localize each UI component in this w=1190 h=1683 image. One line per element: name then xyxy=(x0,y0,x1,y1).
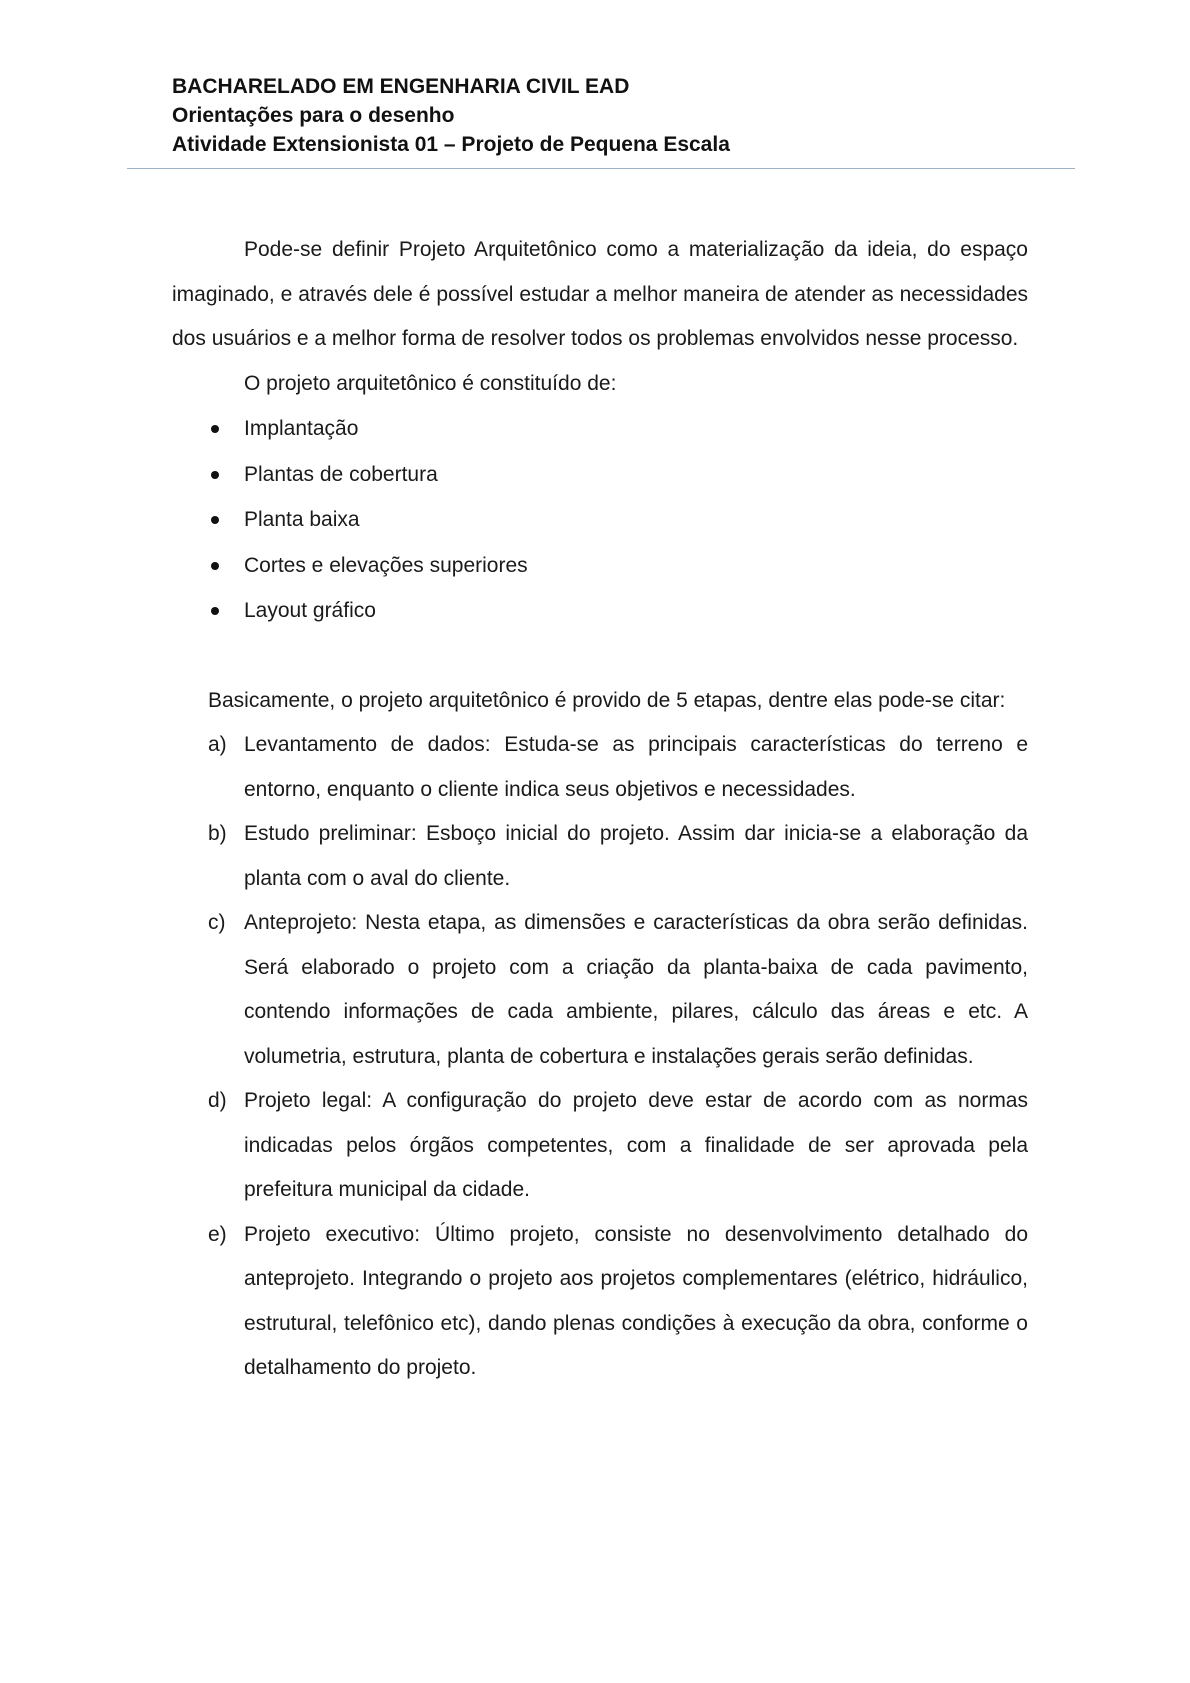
constituted-intro: O projeto arquitetônico é constituído de: xyxy=(244,371,617,395)
stage-item xyxy=(172,1079,1028,1213)
list-item xyxy=(172,497,1028,543)
list-item-text: Implantação xyxy=(244,417,359,440)
bullet-icon xyxy=(211,471,219,479)
list-item xyxy=(172,543,1028,589)
list-item xyxy=(172,406,1028,452)
header-divider xyxy=(127,168,1075,169)
stage-text: Projeto executivo: Último projeto, consiste no desenvolvimento detalhado do anteprojeto. Integrando o projeto aos projetos complementares (elétrico, hidráulico, estrutural, telefônico etc), dando plenas condições à execução da obra, conforme o detalhamento do projeto. xyxy=(244,1222,1028,1380)
bullet-icon xyxy=(211,562,219,570)
list-item-text: Layout gráfico xyxy=(244,599,376,623)
list-item-text: Planta baixa xyxy=(244,508,360,532)
stage-letter: c) xyxy=(208,911,226,935)
stage-letter: d) xyxy=(208,1089,227,1113)
components-list xyxy=(172,406,1028,634)
stage-item xyxy=(172,723,1028,812)
document-body xyxy=(172,228,1028,1391)
header-activity-title: Atividade Extensionista 01 – Projeto de Pequena Escala xyxy=(172,133,730,156)
header-course-title: BACHARELADO EM ENGENHARIA CIVIL EAD xyxy=(172,75,630,98)
bullet-icon xyxy=(211,607,219,615)
list-item-text: Cortes e elevações superiores xyxy=(244,553,528,577)
header-subtitle: Orientações para o desenho xyxy=(172,104,455,127)
stages-intro: Basicamente, o projeto arquitetônico é provido de 5 etapas, dentre elas pode-se citar: xyxy=(208,688,1006,712)
intro-paragraph: Pode-se definir Projeto Arquitetônico como a materialização da ideia, do espaço imaginado, e através dele é possível estudar a melhor maneira de atender as necessidades dos usuários e a melhor forma de resolver todos os problemas envolvidos nesse processo. xyxy=(172,238,1028,350)
bullet-icon xyxy=(211,425,219,433)
stage-item xyxy=(172,901,1028,1079)
stage-item xyxy=(172,1213,1028,1391)
stage-text: Estudo preliminar: Esboço inicial do projeto. Assim dar inicia-se a elaboração da planta com o aval do cliente. xyxy=(244,822,1028,890)
list-item xyxy=(172,588,1028,634)
stage-letter: b) xyxy=(208,822,227,846)
spacer xyxy=(172,634,1028,679)
stage-letter: e) xyxy=(208,1222,227,1246)
document-header xyxy=(172,72,1072,159)
bullet-icon xyxy=(211,516,219,524)
stage-text: Levantamento de dados: Estuda-se as principais características do terreno e entorno, enquanto o cliente indica seus objetivos e necessidades. xyxy=(244,733,1028,801)
stage-letter: a) xyxy=(208,733,227,757)
list-item-text: Plantas de cobertura xyxy=(244,462,438,486)
stages-list xyxy=(172,723,1028,1391)
list-item xyxy=(172,452,1028,498)
stage-item xyxy=(172,812,1028,901)
stage-text: Anteprojeto: Nesta etapa, as dimensões e características da obra serão definidas. Será elaborado o projeto com a criação da planta-baixa de cada pavimento, contendo informações de cada ambiente, pilares, cálculo das áreas e etc. A volumetria, estrutura, planta de cobertura e instalações gerais serão definidas. xyxy=(244,911,1028,1068)
stage-text: Projeto legal: A configuração do projeto deve estar de acordo com as normas indicadas pelos órgãos competentes, com a finalidade de ser aprovada pela prefeitura municipal da cidade. xyxy=(244,1089,1028,1202)
